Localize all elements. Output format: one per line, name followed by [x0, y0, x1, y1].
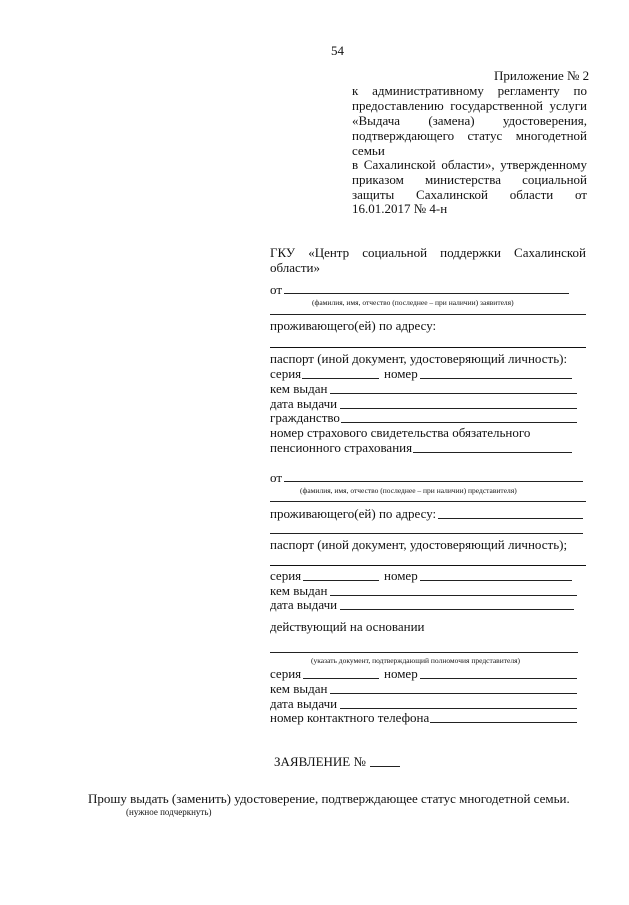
representative-name-hint: (фамилия, имя, отчество (последнее – при наличии) представителя) [300, 486, 517, 495]
recipient-line1: ГКУ «Центр социальной поддержки Сахалинской [270, 245, 586, 260]
applicant-address-field[interactable] [270, 347, 586, 348]
applicant-issue-date-field[interactable] [340, 408, 577, 409]
representative-issued-by2-field[interactable] [330, 693, 577, 694]
representative-series2-label: серия [270, 666, 302, 681]
statement-request: Прошу выдать (заменить) удостоверение, подтверждающее статус многодетной семьи. [88, 791, 570, 806]
applicant-issued-by-label: кем выдан [270, 381, 328, 396]
representative-number2-field[interactable] [420, 678, 577, 679]
applicant-citizenship-field[interactable] [341, 422, 577, 423]
appendix-line: в Сахалинской области», утвержденному [352, 157, 587, 172]
representative-number2-label: номер [384, 666, 418, 681]
representative-issue-date-label: дата выдачи [270, 597, 338, 612]
representative-number-field[interactable] [420, 580, 572, 581]
representative-issued-by2-label: кем выдан [270, 681, 328, 696]
appendix-line: защиты Сахалинской области от [352, 187, 587, 202]
appendix-line: подтверждающего статус многодетной [352, 128, 587, 143]
applicant-name-field-2[interactable] [270, 314, 586, 315]
applicant-snils-label: номер страхового свидетельства обязательного [270, 425, 531, 440]
appendix-line: «Выдача (замена) удостоверения, [352, 113, 587, 128]
appendix-line: 16.01.2017 № 4-н [352, 201, 448, 216]
applicant-citizenship-label: гражданство [270, 410, 340, 425]
representative-number-label: номер [384, 568, 418, 583]
representative-passport-label: паспорт (иной документ, удостоверяющий личность); [270, 537, 568, 552]
applicant-series-label: серия [270, 366, 302, 381]
page-number: 54 [331, 43, 344, 58]
representative-address-label: проживающего(ей) по адресу: [270, 506, 437, 521]
representative-address-field[interactable] [438, 518, 583, 519]
applicant-number-label: номер [384, 366, 418, 381]
representative-from-label: от [270, 470, 283, 485]
representative-series2-field[interactable] [303, 678, 379, 679]
statement-number-field[interactable] [370, 766, 400, 767]
applicant-name-hint: (фамилия, имя, отчество (последнее – при наличии) заявителя) [312, 298, 514, 307]
statement-heading: ЗАЯВЛЕНИЕ № [274, 754, 366, 769]
appendix-line: семьи [352, 143, 385, 158]
representative-name-field-2[interactable] [270, 501, 586, 502]
representative-issued-by-label: кем выдан [270, 583, 328, 598]
applicant-passport-label: паспорт (иной документ, удостоверяющий личность): [270, 351, 568, 366]
applicant-snils-field[interactable] [413, 452, 572, 453]
appendix-line: к административному регламенту по [352, 83, 587, 98]
applicant-snils-label-2: пенсионного страхования [270, 440, 413, 455]
statement-underline-hint: (нужное подчеркнуть) [126, 807, 212, 817]
representative-issued-by-field[interactable] [330, 595, 577, 596]
representative-basis-field[interactable] [270, 652, 578, 653]
representative-phone-field[interactable] [430, 722, 577, 723]
applicant-issue-date-label: дата выдачи [270, 396, 338, 411]
representative-issue-date2-label: дата выдачи [270, 696, 338, 711]
appendix-line: приказом министерства социальной [352, 172, 587, 187]
representative-phone-label: номер контактного телефона [270, 710, 430, 725]
representative-name-field[interactable] [284, 481, 583, 482]
applicant-issued-by-field[interactable] [330, 393, 577, 394]
representative-passport-field[interactable] [270, 565, 586, 566]
representative-issue-date2-field[interactable] [340, 708, 577, 709]
applicant-series-field[interactable] [302, 378, 379, 379]
recipient-line2: области» [270, 260, 320, 275]
representative-issue-date-field[interactable] [340, 609, 574, 610]
appendix-line: предоставлению государственной услуги [352, 98, 587, 113]
representative-basis-hint: (указать документ, подтверждающий полномочия представителя) [311, 656, 521, 665]
applicant-from-label: от [270, 282, 283, 297]
representative-address-field-2[interactable] [270, 533, 583, 534]
appendix-title: Приложение № 2 [494, 68, 590, 83]
representative-basis-label: действующий на основании [270, 619, 425, 634]
applicant-name-field[interactable] [284, 293, 569, 294]
applicant-address-label: проживающего(ей) по адресу: [270, 318, 437, 333]
applicant-number-field[interactable] [420, 378, 572, 379]
representative-series-field[interactable] [303, 580, 379, 581]
representative-series-label: серия [270, 568, 302, 583]
